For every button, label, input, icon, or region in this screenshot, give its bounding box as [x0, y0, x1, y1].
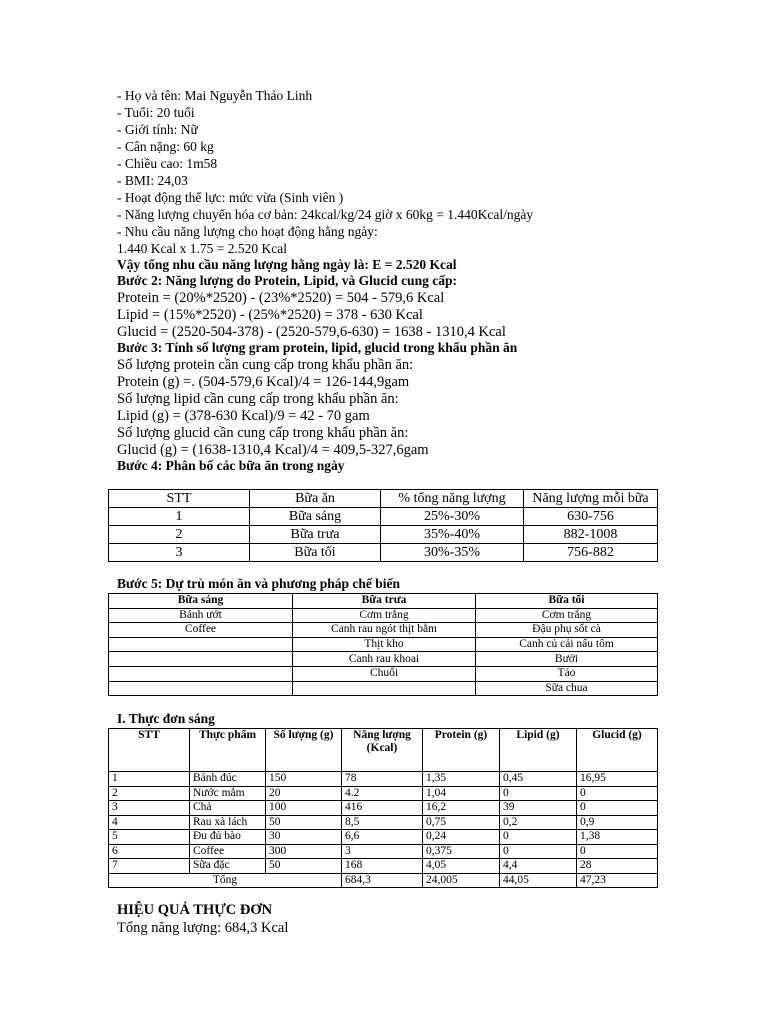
bmr-line: - Năng lượng chuyển hóa cơ bản: 24kcal/kg/24 giờ x 60kg = 1.440Kcal/ngày	[117, 207, 534, 222]
table-header-row	[109, 729, 658, 772]
breakfast-table	[108, 728, 658, 888]
table-header-cell: STT	[109, 729, 190, 772]
step3-line: Số lượng glucid cần cung cấp trong khẩu phần ăn:	[117, 425, 409, 441]
need-calc-line: 1.440 Kcal x 1.75 = 2.520 Kcal	[117, 241, 287, 256]
table-cell: Tổng	[109, 873, 342, 888]
table-cell: Cơm trắng	[476, 608, 658, 623]
table-header-cell: Bữa ăn	[250, 490, 381, 508]
table-cell: Canh rau ngót thịt bằm	[293, 623, 476, 638]
name-line: - Họ và tên: Mai Nguyễn Thảo Linh	[117, 88, 313, 103]
effectiveness-heading: HIỆU QUẢ THỰC ĐƠN	[117, 902, 273, 918]
table-header-cell: STT	[109, 490, 250, 508]
table-cell	[109, 666, 293, 681]
table-cell: 168	[342, 859, 423, 874]
table-cell: 1,04	[423, 786, 500, 801]
menu-plan-table	[108, 593, 658, 696]
effectiveness-line: Tổng năng lượng: 684,3 Kcal	[117, 920, 289, 936]
table-row	[109, 637, 658, 652]
table-cell: Bữa trưa	[250, 526, 381, 544]
table-cell: Bưởi	[476, 652, 658, 667]
table-cell: 30	[266, 830, 342, 845]
table-row	[109, 815, 658, 830]
table-cell: 5	[109, 830, 190, 845]
table-cell: Chả	[190, 801, 266, 816]
table-row	[109, 666, 658, 681]
table-cell: 0,24	[423, 830, 500, 845]
activity-line: - Hoạt động thể lực: mức vừa (Sinh viên )	[117, 190, 344, 205]
step2-glucid: Glucid = (2520-504-378) - (2520-579,6-630) = 1638 - 1310,4 Kcal	[117, 324, 506, 340]
table-header-cell: Bữa sáng	[109, 594, 293, 609]
step2-heading: Bước 2: Năng lượng do Protein, Lipid, và Glucid cung cấp:	[117, 273, 457, 288]
table-cell: Sữa đặc	[190, 859, 266, 874]
table-cell: Đu đủ bào	[190, 830, 266, 845]
table-cell: 416	[342, 801, 423, 816]
step3-heading: Bước 3: Tính số lượng gram protein, lipid, glucid trong khẩu phần ăn	[117, 340, 518, 355]
table-header-cell: Bữa trưa	[293, 594, 476, 609]
table-cell: 1	[109, 772, 190, 787]
table-cell: Sữa chua	[476, 681, 658, 696]
table-cell: Nước mắm	[190, 786, 266, 801]
need-line: - Nhu cầu năng lượng cho hoạt động hằng ngày:	[117, 224, 378, 239]
step3-line: Số lượng lipid cần cung cấp trong khẩu phần ăn:	[117, 391, 399, 407]
table-row	[109, 786, 658, 801]
table-cell: 7	[109, 859, 190, 874]
step2-lipid: Lipid = (15%*2520) - (25%*2520) = 378 - 630 Kcal	[117, 307, 423, 323]
table-header-row	[109, 594, 658, 609]
table-header-cell: Protein (g)	[423, 729, 500, 772]
table-cell: Rau xà lách	[190, 815, 266, 830]
table-header-cell: % tổng năng lượng	[381, 490, 524, 508]
table-cell: 2	[109, 526, 250, 544]
table-cell: 4.2	[342, 786, 423, 801]
table-cell: 0,9	[577, 815, 658, 830]
table-cell: 50	[266, 859, 342, 874]
height-line: - Chiều cao: 1m58	[117, 156, 218, 171]
table-cell: 47,23	[577, 873, 658, 888]
table-cell: 4	[109, 815, 190, 830]
table-cell: 78	[342, 772, 423, 787]
table-header-cell: Thực phẩm	[190, 729, 266, 772]
table-cell: 3	[342, 844, 423, 859]
step3-line: Protein (g) =. (504-579,6 Kcal)/4 = 126-144,9gam	[117, 374, 410, 390]
table-cell	[293, 681, 476, 696]
breakfast-heading: I. Thực đơn sáng	[117, 711, 215, 726]
table-cell	[109, 652, 293, 667]
table-cell: 4,4	[500, 859, 577, 874]
table-cell: 630-756	[524, 508, 658, 526]
table-row	[109, 608, 658, 623]
table-cell: Bữa tối	[250, 544, 381, 562]
table-cell: Canh củ cải nấu tôm	[476, 637, 658, 652]
gender-line: - Giới tính: Nữ	[117, 122, 198, 137]
table-cell: Chuối	[293, 666, 476, 681]
table-cell: 16,2	[423, 801, 500, 816]
table-row	[109, 652, 658, 667]
table-cell: 2	[109, 786, 190, 801]
table-header-cell: Năng lượng (Kcal)	[342, 729, 423, 772]
table-cell: 0	[577, 786, 658, 801]
table-cell: 1,35	[423, 772, 500, 787]
table-cell: 0,375	[423, 844, 500, 859]
table-cell: 0,2	[500, 815, 577, 830]
table-cell: 39	[500, 801, 577, 816]
table-cell: 150	[266, 772, 342, 787]
table-row	[109, 508, 658, 526]
bmi-line: - BMI: 24,03	[117, 173, 188, 188]
table-cell: 3	[109, 544, 250, 562]
table-cell: 44,05	[500, 873, 577, 888]
table-cell	[109, 681, 293, 696]
step5-heading: Bước 5: Dự trù món ăn và phương pháp chế biến	[117, 576, 401, 591]
table-row	[109, 830, 658, 845]
table-cell: 28	[577, 859, 658, 874]
table-header-cell: Bữa tối	[476, 594, 658, 609]
weight-line: - Cân nặng: 60 kg	[117, 139, 214, 154]
table-header-cell: Năng lượng mỗi bữa	[524, 490, 658, 508]
table-cell: 684,3	[342, 873, 423, 888]
table-cell: 0	[500, 844, 577, 859]
table-row	[109, 681, 658, 696]
step2-protein: Protein = (20%*2520) - (23%*2520) = 504 - 579,6 Kcal	[117, 290, 445, 306]
table-cell: 16,95	[577, 772, 658, 787]
table-cell	[109, 637, 293, 652]
table-cell: Canh rau khoai	[293, 652, 476, 667]
table-cell: Bánh đúc	[190, 772, 266, 787]
table-cell: 24,005	[423, 873, 500, 888]
table-cell: 100	[266, 801, 342, 816]
table-cell: 6	[109, 844, 190, 859]
table-cell: 50	[266, 815, 342, 830]
age-line: - Tuổi: 20 tuổi	[117, 105, 195, 120]
table-cell: 0	[500, 830, 577, 845]
table-header-cell: Lipid (g)	[500, 729, 577, 772]
step3-line: Lipid (g) = (378-630 Kcal)/9 = 42 - 70 gam	[117, 408, 370, 424]
table-cell: 882-1008	[524, 526, 658, 544]
table-cell: Táo	[476, 666, 658, 681]
table-cell: 35%-40%	[381, 526, 524, 544]
table-cell: Bánh ướt	[109, 608, 293, 623]
table-cell: 0	[577, 801, 658, 816]
table-cell: Cơm trắng	[293, 608, 476, 623]
table-total-row	[109, 873, 658, 888]
table-cell: 20	[266, 786, 342, 801]
table-cell: 4,05	[423, 859, 500, 874]
step4-heading: Bước 4: Phân bố các bữa ăn trong ngày	[117, 458, 345, 473]
step3-line: Số lượng protein cần cung cấp trong khẩu phần ăn:	[117, 357, 414, 373]
energy-total: Vậy tổng nhu cầu năng lượng hằng ngày là: E = 2.520 Kcal	[117, 257, 457, 272]
table-cell: 1	[109, 508, 250, 526]
table-cell: 6,6	[342, 830, 423, 845]
table-cell: 1,38	[577, 830, 658, 845]
table-row	[109, 801, 658, 816]
table-cell: 25%-30%	[381, 508, 524, 526]
table-cell: 0	[577, 844, 658, 859]
table-row	[109, 526, 658, 544]
table-cell: 300	[266, 844, 342, 859]
table-cell: 0	[500, 786, 577, 801]
table-row	[109, 844, 658, 859]
table-cell: 8,5	[342, 815, 423, 830]
table-cell: Bữa sáng	[250, 508, 381, 526]
table-row	[109, 623, 658, 638]
table-cell: 30%-35%	[381, 544, 524, 562]
table-header-cell: Số lượng (g)	[266, 729, 342, 772]
table-cell: Đậu phụ sốt cà	[476, 623, 658, 638]
table-cell: 0,75	[423, 815, 500, 830]
table-cell: Thịt kho	[293, 637, 476, 652]
table-row	[109, 544, 658, 562]
table-cell: Coffee	[109, 623, 293, 638]
table-row	[109, 772, 658, 787]
table-cell: 3	[109, 801, 190, 816]
table-cell: 0,45	[500, 772, 577, 787]
table-cell: Coffee	[190, 844, 266, 859]
step3-line: Glucid (g) = (1638-1310,4 Kcal)/4 = 409,5-327,6gam	[117, 442, 429, 458]
table-header-cell: Glucid (g)	[577, 729, 658, 772]
table-cell: 756-882	[524, 544, 658, 562]
table-header-row	[109, 490, 658, 508]
table-row	[109, 859, 658, 874]
meal-distribution-table	[108, 489, 658, 562]
